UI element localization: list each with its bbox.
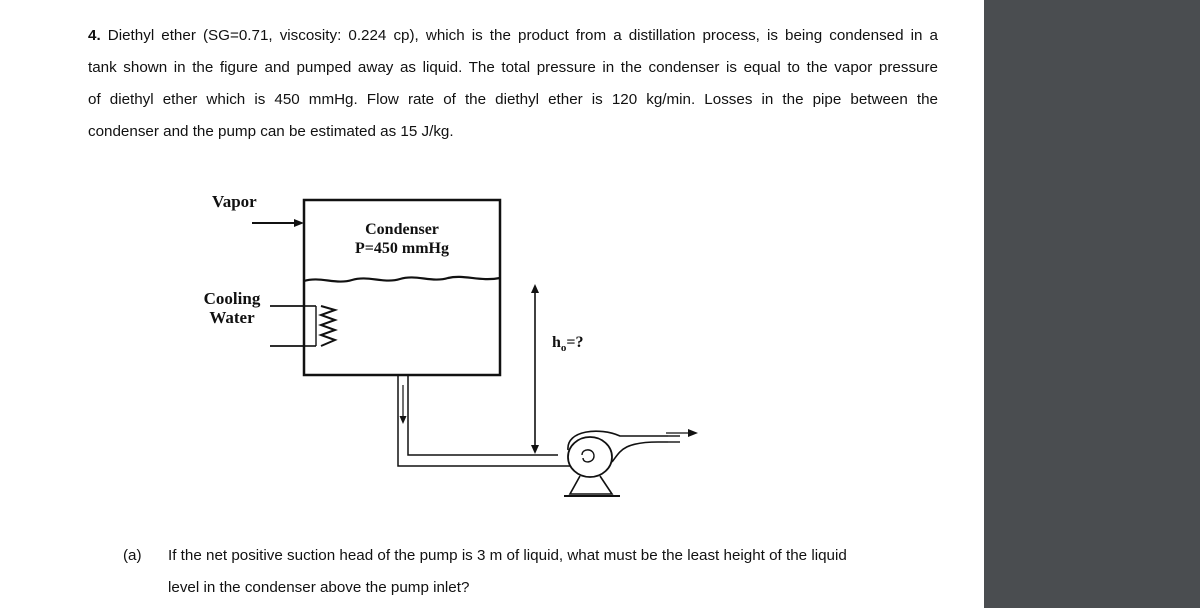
question-a-line-2: level in the condenser above the pump inlet? bbox=[168, 579, 470, 596]
vapor-arrow-head bbox=[294, 219, 304, 227]
pressure-label: P=450 mmHg bbox=[355, 240, 449, 257]
flow-down-arrow bbox=[400, 416, 407, 424]
problem-number: 4. bbox=[88, 27, 101, 44]
liquid-surface bbox=[304, 277, 500, 282]
discharge-arrow bbox=[688, 429, 698, 437]
viewer-background bbox=[984, 0, 1200, 608]
pump-casing bbox=[568, 437, 612, 477]
condenser-pump-diagram bbox=[180, 180, 740, 520]
pump-base bbox=[570, 476, 612, 494]
problem-line-1: 4. Diethyl ether (SG=0.71, viscosity: 0.224 cp), which is the product from a distillation process, is being condensed in a bbox=[88, 27, 938, 44]
question-a-line-1: If the net positive suction head of the pump is 3 m of liquid, what must be the least height of the liquid bbox=[168, 547, 847, 564]
problem-statement bbox=[88, 20, 938, 148]
cooling-coil bbox=[321, 306, 335, 346]
problem-line-4: condenser and the pump can be estimated as 15 J/kg. bbox=[88, 123, 454, 140]
cooling-label-1: Cooling bbox=[203, 289, 261, 308]
condenser-label: Condenser bbox=[365, 221, 439, 238]
cooling-label-2: Water bbox=[209, 308, 255, 327]
height-label: $h_o=$? bbox=[552, 334, 584, 354]
outlet-pipe-outer bbox=[398, 375, 570, 466]
question-a-text bbox=[168, 540, 938, 604]
vapor-label: Vapor bbox=[212, 192, 257, 211]
pump-volute-inner bbox=[612, 442, 668, 462]
problem-line-2: tank shown in the figure and pumped away as liquid. The total pressure in the condenser is equal to the vapor pressure bbox=[88, 59, 938, 76]
problem-line-3: of diethyl ether which is 450 mmHg. Flow rate of the diethyl ether is 120 kg/min. Losses in the pipe between the bbox=[88, 91, 938, 108]
question-a-label: (a) bbox=[123, 547, 142, 564]
